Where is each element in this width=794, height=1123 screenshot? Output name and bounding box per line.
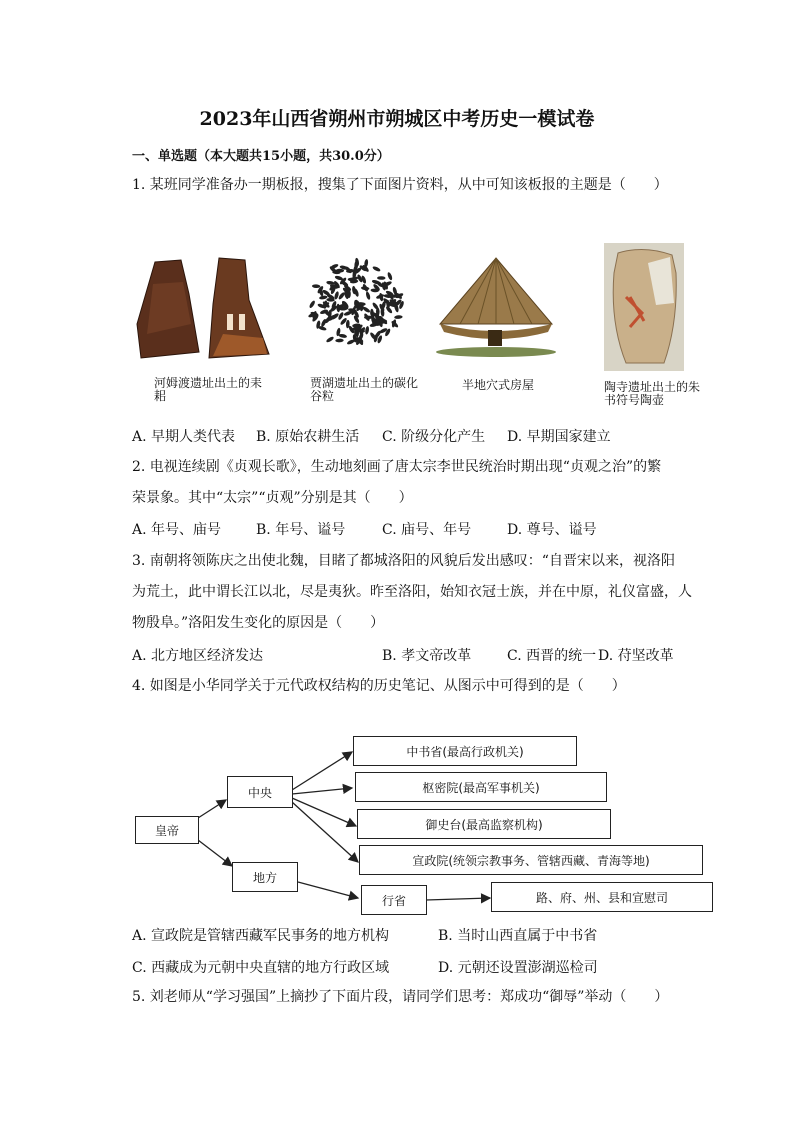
- q2-option-c[interactable]: C. 庙号、年号: [382, 522, 472, 538]
- caption-grain: 贾湖遗址出土的碳化谷粒: [310, 376, 419, 403]
- q3-option-a[interactable]: A. 北方地区经济发达: [132, 648, 264, 664]
- q3-option-b[interactable]: B. 孝文帝改革: [382, 648, 472, 664]
- q4-option-b[interactable]: B. 当时山西直属于中书省: [438, 928, 598, 944]
- box-shumi: 枢密院(最高军事机关): [355, 772, 607, 802]
- box-local: 地方: [232, 862, 298, 892]
- question-3-line-1: 3. 南朝将领陈庆之出使北魏，目睹了都城洛阳的风貌后发出感叹：“自晋宋以来，视洛阳: [132, 553, 675, 569]
- q2-option-d[interactable]: D. 尊号、谥号: [507, 522, 597, 538]
- page-title: 2023年山西省朔州市朔城区中考历史一模试卷: [199, 108, 595, 130]
- q2-option-b[interactable]: B. 年号、谥号: [256, 522, 346, 538]
- question-5-stem: 5. 刘老师从“学习强国”上摘抄了下面片段，请同学们思考：郑成功“御辱”举动（ ）: [132, 989, 669, 1005]
- q1-option-d[interactable]: D. 早期国家建立: [507, 429, 611, 445]
- q1-option-c[interactable]: C. 阶级分化产生: [382, 429, 486, 445]
- question-1-stem: 1. 某班同学准备办一期板报，搜集了下面图片资料，从中可知该板报的主题是（ ）: [132, 177, 668, 193]
- q3-option-c[interactable]: C. 西晋的统一: [507, 648, 597, 664]
- caption-leisi: 河姆渡遗址出土的耒耜: [154, 376, 263, 403]
- q3-option-d[interactable]: D. 苻坚改革: [598, 648, 674, 664]
- q4-option-d[interactable]: D. 元朝还设置澎湖巡检司: [438, 960, 598, 976]
- q1-option-a[interactable]: A. 早期人类代表: [132, 429, 236, 445]
- section-heading: 一、单选题（本大题共15小题，共30.0分）: [132, 149, 390, 164]
- question-3-line-2: 为荒土，此中谓长江以北，尽是夷狄。昨至洛阳，始知衣冠士族，并在中原，礼仪富盛，人: [132, 584, 692, 600]
- question-2-line-2: 荣景象。其中“太宗”“贞观”分别是其（ ）: [132, 490, 413, 506]
- box-zhongshu: 中书省(最高行政机关): [353, 736, 577, 766]
- q4-option-a[interactable]: A. 宣政院是管辖西藏军民事务的地方机构: [132, 928, 390, 944]
- question-4-stem: 4. 如图是小华同学关于元代政权结构的历史笔记、从图示中可得到的是（ ）: [132, 678, 626, 694]
- box-lufu: 路、府、州、县和宣慰司: [491, 882, 713, 912]
- box-yushi: 御史台(最高监察机构): [357, 809, 611, 839]
- caption-house: 半地穴式房屋: [462, 378, 535, 392]
- box-emperor: 皇帝: [135, 816, 199, 844]
- q2-option-a[interactable]: A. 年号、庙号: [132, 522, 222, 538]
- box-xuanzheng: 宣政院(统领宗教事务、管辖西藏、青海等地): [359, 845, 703, 875]
- box-xingsheng: 行省: [361, 885, 427, 915]
- q4-option-c[interactable]: C. 西藏成为元朝中央直辖的地方行政区域: [132, 960, 390, 976]
- question-2-line-1: 2. 电视连续剧《贞观长歌》，生动地刻画了唐太宗李世民统治时期出现“贞观之治”的繁: [132, 459, 662, 475]
- q1-option-b[interactable]: B. 原始农耕生活: [256, 429, 360, 445]
- caption-pottery: 陶寺遗址出土的朱书符号陶壶: [604, 380, 701, 407]
- question-3-line-3: 物殷阜。”洛阳发生变化的原因是（ ）: [132, 615, 385, 631]
- box-central: 中央: [227, 776, 293, 808]
